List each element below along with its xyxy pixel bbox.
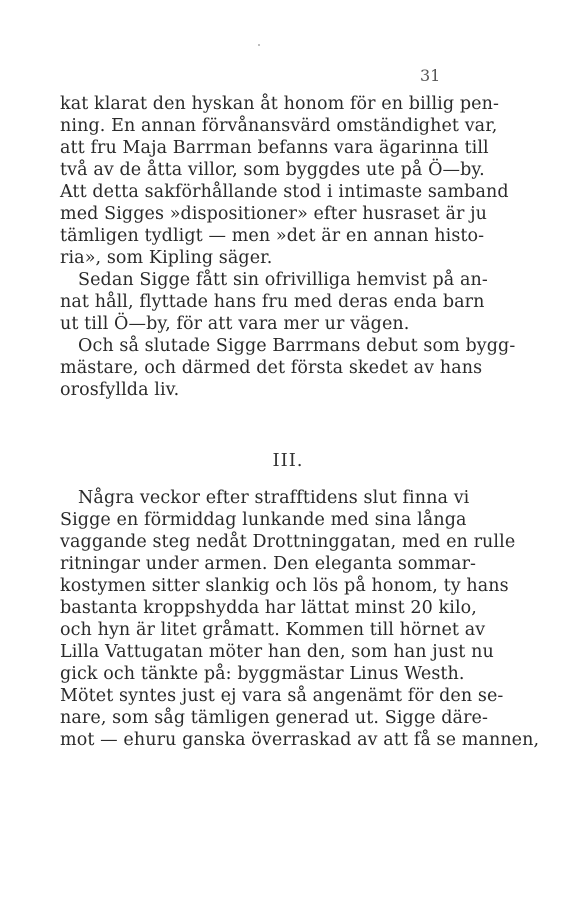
- text-line: och hyn är litet gråmatt. Kommen till hörnet av: [60, 620, 486, 640]
- text-line: Några veckor efter strafftidens slut finna vi: [78, 488, 470, 508]
- text-line: ning. En annan förvånansvärd omständighet var,: [60, 116, 498, 136]
- text-line: orosfyllda liv.: [60, 380, 180, 400]
- text-line: tämligen tydligt — men »det är en annan histo-: [60, 226, 485, 246]
- text-line: Mötet syntes just ej vara så angenämt för den se-: [60, 686, 504, 706]
- page-number: 31: [420, 66, 441, 85]
- text-line: kostymen sitter slankig och lös på honom, ty hans: [60, 576, 509, 596]
- text-line: nare, som såg tämligen generad ut. Sigge däre-: [60, 708, 489, 728]
- text-line: bastanta kroppshydda har lättat minst 20 kilo,: [60, 598, 477, 618]
- text-line: mot — ehuru ganska överraskad av att få se mannen,: [60, 730, 540, 750]
- top-paragraphs: [60, 93, 516, 401]
- text-line: Att detta sakförhållande stod i intimaste samband: [60, 182, 509, 202]
- text-line: ria», som Kipling säger.: [60, 248, 273, 268]
- text-line: ritningar under armen. Den eleganta sommar-: [60, 554, 477, 574]
- section-heading: III.: [272, 450, 304, 471]
- text-line: att fru Maja Barrman befanns vara ägarinna till: [60, 138, 489, 158]
- text-line: mästare, och därmed det första skedet av hans: [60, 358, 483, 378]
- text-line: vaggande steg nedåt Drottninggatan, med en rulle: [60, 532, 516, 552]
- print-speck: [258, 44, 260, 46]
- bottom-paragraph: [60, 487, 540, 751]
- text-line: Sedan Sigge fått sin ofrivilliga hemvist på an-: [78, 270, 488, 290]
- text-line: ut till Ö—by, för att vara mer ur vägen.: [60, 314, 410, 334]
- text-line: Sigge en förmiddag lunkande med sina långa: [60, 510, 467, 530]
- text-line: Lilla Vattugatan möter han den, som han just nu: [60, 642, 494, 662]
- text-line: med Sigges »dispositioner» efter husraset är ju: [60, 204, 487, 224]
- text-line: gick och tänkte på: byggmästar Linus Westh.: [60, 664, 465, 684]
- text-line: Och så slutade Sigge Barrmans debut som bygg-: [78, 336, 516, 356]
- text-line: två av de åtta villor, som byggdes ute på Ö—by.: [60, 160, 485, 180]
- text-line: nat håll, flyttade hans fru med deras enda barn: [60, 292, 485, 312]
- text-line: kat klarat den hyskan åt honom för en billig pen-: [60, 94, 499, 114]
